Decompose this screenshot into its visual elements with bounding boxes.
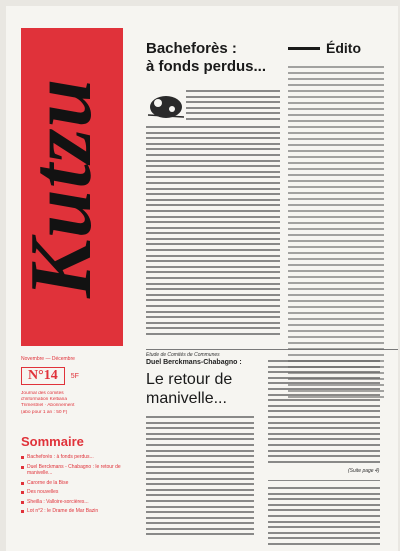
- sommaire-item-label: Carorne de la Bise: [27, 479, 69, 486]
- bullet-icon: [21, 491, 24, 494]
- sommaire-item-label: Sheilla : Valloire-sorcières...: [27, 498, 89, 505]
- sommaire-item-label: Lot n°2 : le Drame de Mar Bazin: [27, 508, 99, 514]
- edito-body: [288, 66, 384, 398]
- issue-line: d'information Keltiana: [21, 397, 67, 403]
- edito-column: [288, 40, 398, 402]
- sommaire-box: [21, 434, 123, 518]
- sommaire-title: Sommaire: [21, 434, 84, 449]
- issue-number: N°14: [21, 367, 65, 385]
- issue-line: Journal des comités: [21, 391, 64, 396]
- sommaire-item: [21, 508, 123, 515]
- article-title: Bacheforès : à fonds perdus...: [146, 40, 267, 75]
- bullet-icon: [21, 466, 24, 469]
- article-subhead: Duel Berckmans-Chabagno :: [146, 359, 242, 366]
- sommaire-item: [21, 489, 123, 496]
- sommaire-item-label: Des nouvelles: [27, 489, 59, 495]
- sommaire-item-label: Bacheforès : à fonds perdus...: [27, 454, 94, 460]
- sommaire-item: [21, 464, 123, 477]
- article-body: [146, 416, 254, 539]
- issue-price: 5F: [70, 372, 79, 380]
- article-body-short: [186, 90, 280, 124]
- masthead-title: Kutzu: [13, 77, 110, 298]
- edito-rule: [288, 47, 320, 50]
- sommaire-item-label: Duel Berckmans - Chabagno : le retour de manivelle...: [27, 463, 121, 476]
- article-body: [146, 126, 280, 339]
- issue-date: Novembre — Décembre: [21, 356, 75, 362]
- illustration-sketch: [144, 91, 190, 121]
- newspaper-page: [6, 6, 398, 551]
- issue-info: [21, 356, 123, 426]
- continued-note: (Suite page 4): [348, 468, 380, 474]
- issue-line: Trimestriel · Abonnement: [21, 403, 75, 409]
- article-title: Le retour de manivelle...: [146, 371, 233, 408]
- bullet-icon: [21, 482, 24, 485]
- bullet-icon: [21, 501, 24, 504]
- sommaire-item: [21, 454, 123, 461]
- edito-title: Édito: [326, 40, 361, 56]
- bullet-icon: [21, 456, 24, 459]
- issue-line: (abo pour 1 an : 50 F): [21, 409, 68, 415]
- article-kicker: Etude de Comités de Communes: [146, 352, 220, 358]
- sommaire-item: [21, 499, 123, 506]
- article-box: [268, 480, 380, 551]
- bullet-icon: [21, 510, 24, 513]
- sommaire-item: [21, 480, 123, 487]
